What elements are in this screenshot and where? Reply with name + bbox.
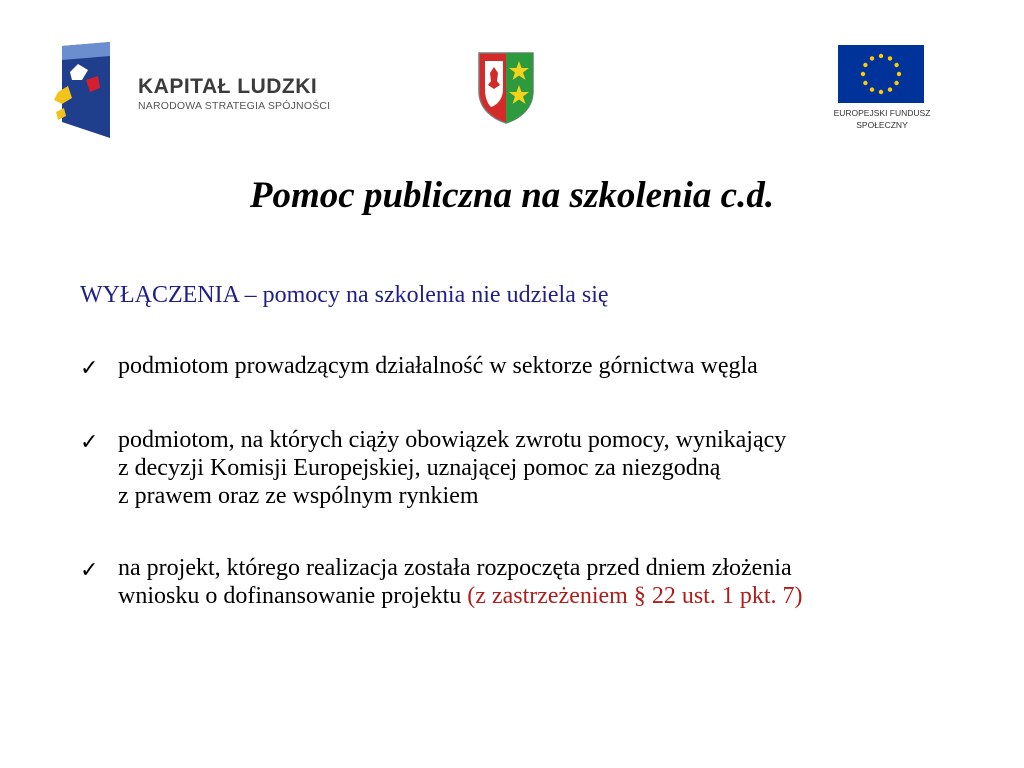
eu-caption-line2: SPOŁECZNY [856, 120, 908, 130]
kapital-ludzki-subtitle: NARODOWA STRATEGIA SPÓJNOŚCI [138, 100, 331, 112]
eu-caption-line1: EUROPEJSKI FUNDUSZ [833, 108, 931, 118]
checkmark-icon: ✓ [80, 429, 99, 454]
eu-social-fund-caption [822, 107, 942, 131]
kapital-ludzki-emblem-icon [52, 42, 112, 138]
eu-social-fund-logo [822, 45, 942, 140]
list-item-line: podmiotom prowadzącym działalność w sektorze górnictwa węgla [118, 353, 758, 379]
list-item-line: z decyzji Komisji Europejskiej, uznającej pomoc za niezgodną [118, 455, 721, 481]
list-item-text [118, 426, 978, 510]
exclusions-heading: WYŁĄCZENIA – pomocy na szkolenia nie udziela się [80, 282, 609, 308]
slide-title: Pomoc publiczna na szkolenia c.d. [249, 175, 775, 216]
checkmark-icon: ✓ [80, 355, 99, 380]
checkmark-icon: ✓ [80, 557, 99, 582]
list-item-line [118, 582, 978, 610]
list-item-line: na projekt, którego realizacja została rozpoczęta przed dniem złożenia [118, 555, 792, 581]
kapital-ludzki-title: KAPITAŁ LUDZKI [138, 75, 318, 98]
list-item-line: podmiotom, na których ciąży obowiązek zwrotu pomocy, wynikający [118, 427, 787, 453]
kapital-ludzki-logo [52, 42, 372, 142]
regional-crest-icon [477, 51, 535, 124]
list-item-line: z prawem oraz ze wspólnym rynkiem [118, 483, 479, 509]
regulation-reference-note: (z zastrzeżeniem § 22 ust. 1 pkt. 7) [467, 583, 803, 609]
list-item-text [118, 352, 978, 380]
list-item-line-text: wniosku o dofinansowanie projektu [118, 583, 468, 609]
list-item-text [118, 554, 978, 610]
eu-flag-icon [838, 45, 924, 103]
